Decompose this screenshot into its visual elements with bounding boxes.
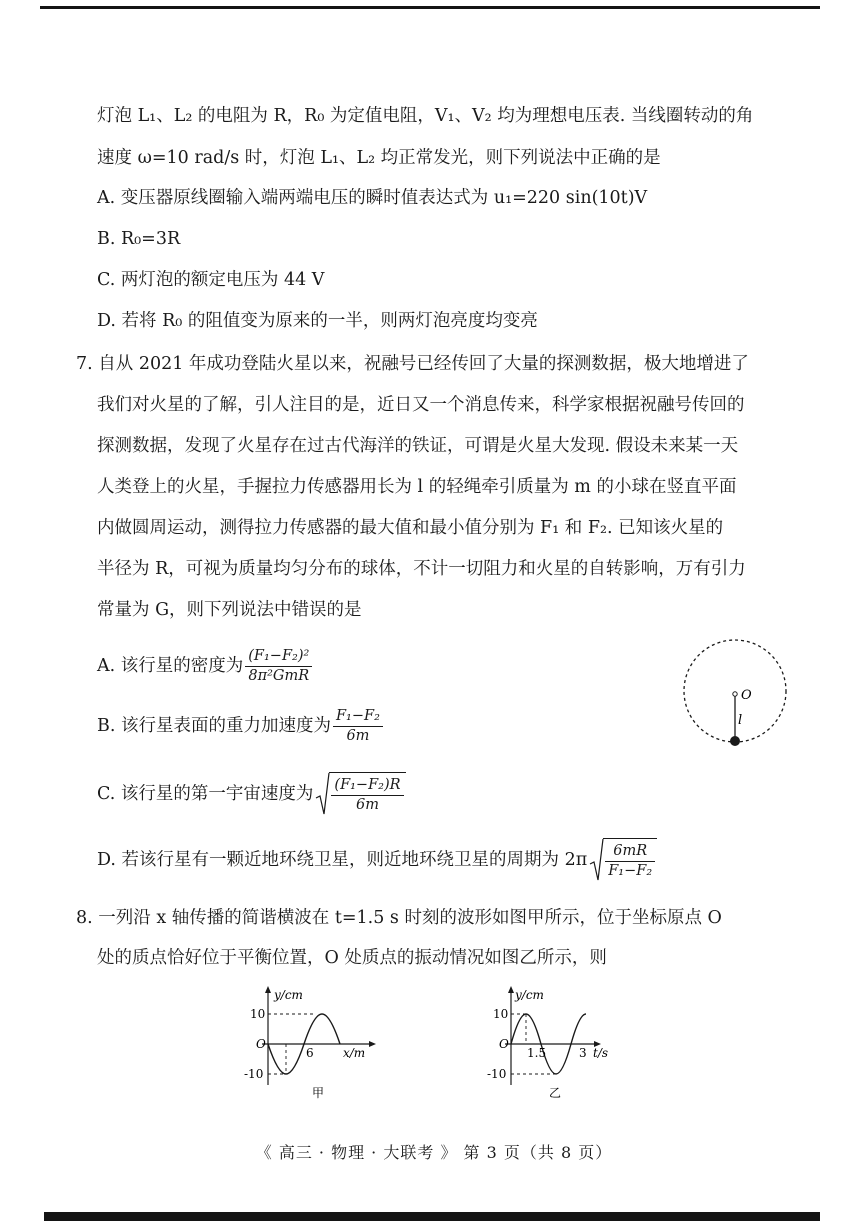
tick-minus-10: -10	[244, 1067, 264, 1081]
question-7-line: 探测数据，发现了火星存在过古代海洋的铁证，可谓是火星大发现. 假设未来某一天	[97, 436, 739, 456]
caption-yi: 乙	[549, 1086, 562, 1100]
option-c: C. 两灯泡的额定电压为 44 V	[97, 270, 325, 290]
q7-option-a-text: A. 该行星的密度为	[97, 656, 244, 676]
radical-sign	[589, 838, 605, 882]
length-label: l	[738, 713, 743, 728]
option-d: D. 若将 R₀ 的阻值变为原来的一半，则两灯泡亮度均变亮	[97, 311, 538, 331]
density-fraction: $\frac{\text{(F₁−F₂)²}}{\text{8π²GmR}}$	[245, 647, 312, 686]
gravity-fraction: $\frac{\text{F₁−F₂}}{6m}$	[333, 707, 383, 746]
q7-option-d-text: D. 若该行星有一颗近地环绕卫星，则近地环绕卫星的周期为 2π	[97, 850, 588, 870]
period-fraction: $\frac{6mR}{\text{F₁−F₂}}$	[605, 842, 655, 881]
tick-3: 3	[579, 1046, 587, 1060]
question-7-line: 我们对火星的了解，引人注目的是，近日又一个消息传来，科学家根据祝融号传回的	[97, 395, 745, 415]
y-label: y/cm	[515, 988, 544, 1002]
y-axis-arrow	[508, 986, 514, 993]
question-7-line: 人类登上的火星，手握拉力传感器用长为 l 的轻绳牵引质量为 m 的小球在竖直平面	[97, 477, 737, 497]
question-7-line: 7. 自从 2021 年成功登陆火星以来，祝融号已经传回了大量的探测数据，极大地增进了	[76, 354, 749, 374]
velocity-sqrt	[315, 772, 405, 817]
radical-sign	[315, 772, 331, 816]
tick-10: 10	[493, 1007, 509, 1021]
question-7-line: 常量为 G，则下列说法中错误的是	[97, 600, 362, 620]
option-a: A. 变压器原线圈输入端两端电压的瞬时值表达式为 u₁=220 sin(10t)V	[97, 188, 648, 208]
y-axis-arrow	[265, 986, 271, 993]
text-line: 灯泡 L₁、L₂ 的电阻为 R，R₀ 为定值电阻，V₁、V₂ 均为理想电压表. 当线圈转动的角	[97, 106, 754, 126]
ball	[730, 736, 740, 746]
bottom-border	[44, 1212, 820, 1221]
origin-label: O	[256, 1037, 266, 1051]
origin-label: O	[499, 1037, 509, 1051]
velocity-fraction: $\frac{\text{(F₁−F₂)R}}{6m}$	[331, 776, 403, 815]
wave-graph-jia	[238, 985, 378, 1100]
top-border	[40, 6, 820, 9]
q7-option-b	[97, 706, 385, 746]
text-line: 速度 ω=10 rad/s 时，灯泡 L₁、L₂ 均正常发光，则下列说法中正确的是	[97, 148, 661, 168]
option-b: B. R₀=3R	[97, 229, 181, 249]
q7-option-c	[97, 772, 406, 817]
y-label: y/cm	[274, 988, 303, 1002]
page-footer: 《 高三 · 物理 · 大联考 》 第 3 页（共 8 页）	[255, 1143, 613, 1162]
center-point	[733, 692, 737, 696]
t-label: t/s	[593, 1046, 609, 1060]
tick-1-5: 1.5	[527, 1046, 547, 1060]
q7-option-c-text: C. 该行星的第一宇宙速度为	[97, 784, 314, 804]
vibration-graph-yi	[483, 985, 623, 1100]
q7-option-a	[97, 646, 314, 686]
q7-option-d	[97, 838, 657, 883]
tick-minus-10: -10	[487, 1067, 507, 1081]
question-7-line: 半径为 R，可视为质量均匀分布的球体，不计一切阻力和火星的自转影响，万有引力	[97, 559, 746, 579]
q7-option-b-text: B. 该行星表面的重力加速度为	[97, 716, 331, 736]
center-label: O	[741, 688, 752, 703]
tick-10: 10	[250, 1007, 266, 1021]
x-label: x/m	[343, 1046, 366, 1060]
x-axis-arrow	[369, 1041, 376, 1047]
question-8-line: 8. 一列沿 x 轴传播的简谐横波在 t=1.5 s 时刻的波形如图甲所示，位于坐标原点 O	[76, 908, 722, 928]
tick-6: 6	[306, 1046, 314, 1060]
question-7-line: 内做圆周运动，测得拉力传感器的最大值和最小值分别为 F₁ 和 F₂. 已知该火星的	[97, 518, 724, 538]
circular-motion-figure	[676, 632, 796, 752]
caption-jia: 甲	[312, 1086, 325, 1100]
question-8-line: 处的质点恰好位于平衡位置，O 处质点的振动情况如图乙所示，则	[97, 948, 607, 968]
period-sqrt	[589, 838, 657, 883]
